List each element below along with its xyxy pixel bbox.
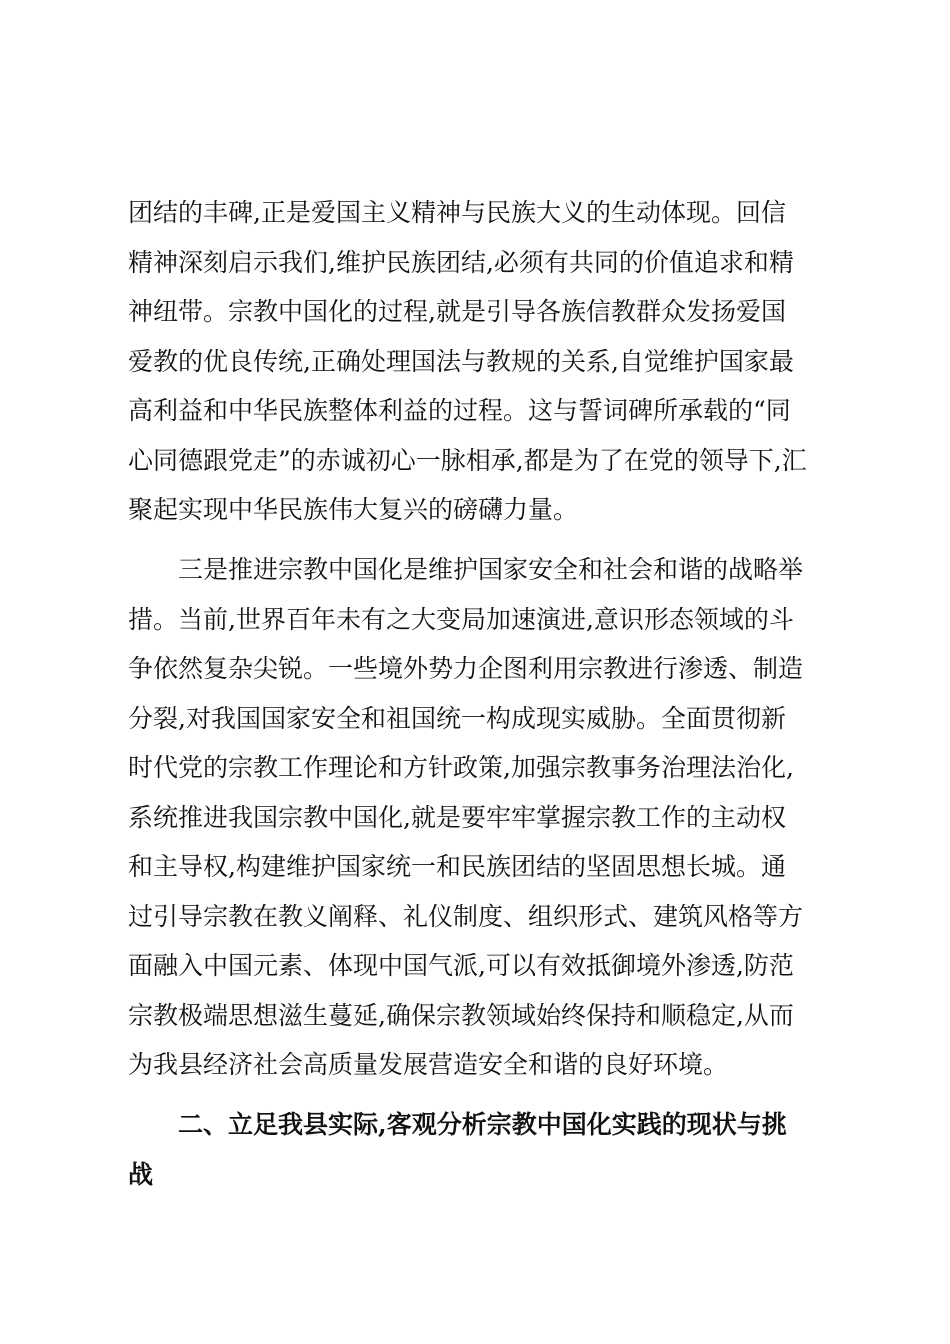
paragraph-continuation — [128, 188, 818, 535]
paragraph-line: 面融入中国元素、体现中国气派,可以有效抵御境外渗透,防范 — [128, 951, 794, 980]
paragraph-line: 宗教极端思想滋生蔓延,确保宗教领域始终保持和顺稳定,从而 — [128, 1000, 794, 1030]
paragraph-line: 和主导权,构建维护国家统一和民族团结的坚固思想长城。通 — [128, 852, 786, 881]
paragraph-first-line: 三是推进宗教中国化是维护国家安全和社会和谐的战略举 — [178, 555, 804, 584]
paragraph-line: 爱教的优良传统,正确处理国法与教规的关系,自觉维护国家最 — [128, 346, 794, 376]
section-heading — [128, 1100, 818, 1199]
paragraph-line: 措。当前,世界百年未有之大变局加速演进,意识形态领域的斗 — [128, 604, 794, 634]
paragraph-line: 精神深刻启示我们,维护民族团结,必须有共同的价值追求和精 — [128, 247, 794, 277]
paragraph-point-three — [128, 545, 818, 1090]
paragraph-line: 分裂,对我国国家安全和祖国统一构成现实威胁。全面贯彻新 — [128, 703, 786, 733]
paragraph-line: 争依然复杂尖锐。一些境外势力企图利用宗教进行渗透、制造 — [128, 654, 804, 683]
paragraph-line: 时代党的宗教工作理论和方针政策,加强宗教事务治理法治化, — [128, 753, 794, 782]
heading-line: 二、立足我县实际,客观分析宗教中国化实践的现状与挑 — [178, 1110, 787, 1139]
paragraph-line: 系统推进我国宗教中国化,就是要牢牢掌握宗教工作的主动权 — [128, 802, 786, 832]
paragraph-line: 聚起实现中华民族伟大复兴的磅礴力量。 — [128, 495, 579, 524]
paragraph-line: 神纽带。宗教中国化的过程,就是引导各族信教群众发扬爱国 — [128, 297, 786, 326]
paragraph-line: 团结的丰碑,正是爱国主义精神与民族大义的生动体现。回信 — [128, 198, 786, 227]
paragraph-line: 过引导宗教在教义阐释、礼仪制度、组织形式、建筑风格等方 — [128, 901, 804, 931]
paragraph-line: 高利益和中华民族整体利益的过程。这与誓词碑所承载的“同 — [128, 396, 791, 425]
heading-line: 战 — [128, 1159, 154, 1189]
paragraph-line: 心同德跟党走”的赤诚初心一脉相承,都是为了在党的领导下,汇 — [128, 445, 807, 475]
paragraph-line: 为我县经济社会高质量发展营造安全和谐的良好环境。 — [128, 1050, 729, 1079]
